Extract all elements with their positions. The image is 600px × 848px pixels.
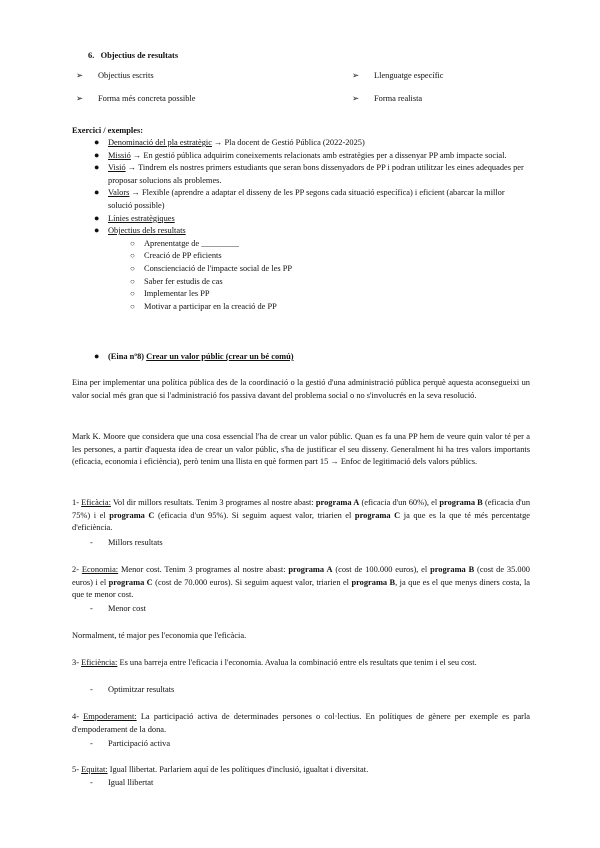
circle-bullet-icon: ○: [130, 263, 135, 273]
circle-bullet-icon: ○: [130, 301, 135, 311]
dash-icon: -: [90, 604, 93, 613]
bullet-icon: ●: [94, 187, 100, 198]
list-item: ● Valors → Flexible (aprendre a adaptar el disseny de les PP segons cada situació específica) i eficient (abarcar la millor solució possible): [94, 187, 505, 210]
dash-icon: -: [90, 739, 93, 748]
bullet-icon: ●: [94, 149, 100, 160]
eina-heading: ● (Eina nº8) Crear un valor públic (crear un bé comú): [94, 351, 294, 361]
arrow-item: ➢ Forma realista: [352, 93, 422, 106]
value-eficiencia: 3- Eficiència: Es una barreja entre l'eficacia i l'economia. Avalua la combinació entre els resultats que tenim i el seu cost.: [72, 658, 477, 667]
value-equitat: 5- Equitat: Igual llibertat. Parlariem aquí de les polítiques d'inclusió, igualtat i diversitat.: [72, 765, 369, 774]
paragraph: Eina per implementar una política pública des de la coordinació o la gestió d'una administració pública perquè aquesta aconsegueixi un valor social més gran que si l'administració fos passiva davant del problema social o no s'involucrés en la seva resolució.: [72, 378, 530, 400]
list-item: ● Missió → En gestió pública adquirim coneixements relacionats amb estratègies per a dissenyar PP amb impacte social.: [94, 149, 507, 160]
sub-item: ○ Conscienciació de l'impacte social de les PP: [144, 263, 528, 276]
dash-icon: -: [90, 538, 93, 547]
list-item: ● Objectius dels resultats: [94, 225, 186, 236]
sub-list: [130, 238, 528, 314]
circle-bullet-icon: ○: [130, 276, 135, 286]
dash-icon: -: [90, 778, 93, 787]
bullet-icon: ●: [94, 212, 100, 223]
list-item: ● Denominació del pla estratègic → Pla docent de Gestió Pública (2022-2025): [94, 137, 365, 147]
arrow-item: ➢ Objectius escrits: [76, 70, 154, 83]
bullet-icon: ●: [94, 162, 100, 173]
dash-icon: -: [90, 685, 93, 694]
arrow-icon: ➢: [352, 71, 360, 80]
exercici-label: Exercici / exemples:: [72, 126, 144, 135]
bullet-icon: ●: [94, 351, 100, 361]
dash-item: Millors resultats: [108, 538, 163, 547]
paragraph: Normalment, té major pes l'economia que l'eficàcia.: [72, 631, 247, 640]
value-eficacia: 1- Eficàcia: Vol dir millors resultats. Tenim 3 programes al nostre abast: programa A (eficacia d'un 60%), el programa B (eficacia d'un 75%) i el programa C (eficacia d'un 95%). Si seguim aquest valor, triarien el programa C ja que es la que té més percentatge d'eficiència.: [72, 498, 531, 533]
bullet-icon: ●: [94, 225, 100, 236]
value-empoderament: 4- Empoderament: La participació activa de determinades persones o col·lectius. En polítiques de gènere per exemple es parla d'empoderament de la dona.: [72, 712, 530, 734]
paragraph: Mark K. Moore que considera que una cosa essencial l'ha de crear un valor públic. Quan es fa una PP hem de veure quin valor té per a les persones, a partir d'aquesta idea de crear un valor públic, s'ha de justificar el seu disseny. Generalment hi ha tres valors importants (eficacia, economia i eficiència), però tenim una llista en què formen part 15 → Enfoc de legitimació dels valors públics.: [72, 432, 530, 467]
arrow-icon: ➢: [76, 94, 84, 103]
arrow-item: ➢ Llenguatge específic: [352, 70, 444, 83]
dash-item: Igual llibertat: [108, 778, 154, 787]
list-item: ● Visió → Tindrem els nostres primers estudiants que seran bons dissenyadors de PP i podran utilitzar les eines adequades per proposar solucions als problemes.: [94, 162, 524, 185]
sub-item: ○ Motivar a participar en la creació de PP: [144, 301, 528, 314]
sub-item: ○ Creació de PP eficients: [144, 250, 528, 263]
circle-bullet-icon: ○: [130, 289, 135, 299]
value-economia: 2- Economia: Menor cost. Tenim 3 programes al nostre abast: programa A (cost de 100.000 euros), el programa B (cost de 35.000 euros) i el programa C (cost de 70.000 euros). Si seguim aquest valor, triarien el programa B, ja que es el que menys diners costa, la que te menor cost.: [72, 565, 530, 600]
sub-item: ○ Implementar les PP: [144, 288, 528, 301]
circle-bullet-icon: ○: [130, 251, 135, 261]
arrow-icon: ➢: [352, 94, 360, 103]
list-item: ● Línies estratègiques: [94, 212, 175, 223]
section-title: 6. Objectius de resultats: [88, 51, 179, 60]
arrow-item: ➢ Forma més concreta possible: [76, 93, 195, 106]
sub-item: ○ Aprenentatge de _________: [144, 238, 528, 251]
dash-item: Menor cost: [108, 604, 146, 613]
bullet-list: [94, 137, 528, 313]
arrow-icon: ➢: [76, 71, 84, 80]
dash-item: Optimitzar resultats: [108, 685, 175, 694]
dash-item: Participació activa: [108, 739, 171, 748]
sub-item: ○ Saber fer estudis de cas: [144, 276, 528, 289]
circle-bullet-icon: ○: [130, 238, 135, 248]
bullet-icon: ●: [94, 137, 100, 147]
